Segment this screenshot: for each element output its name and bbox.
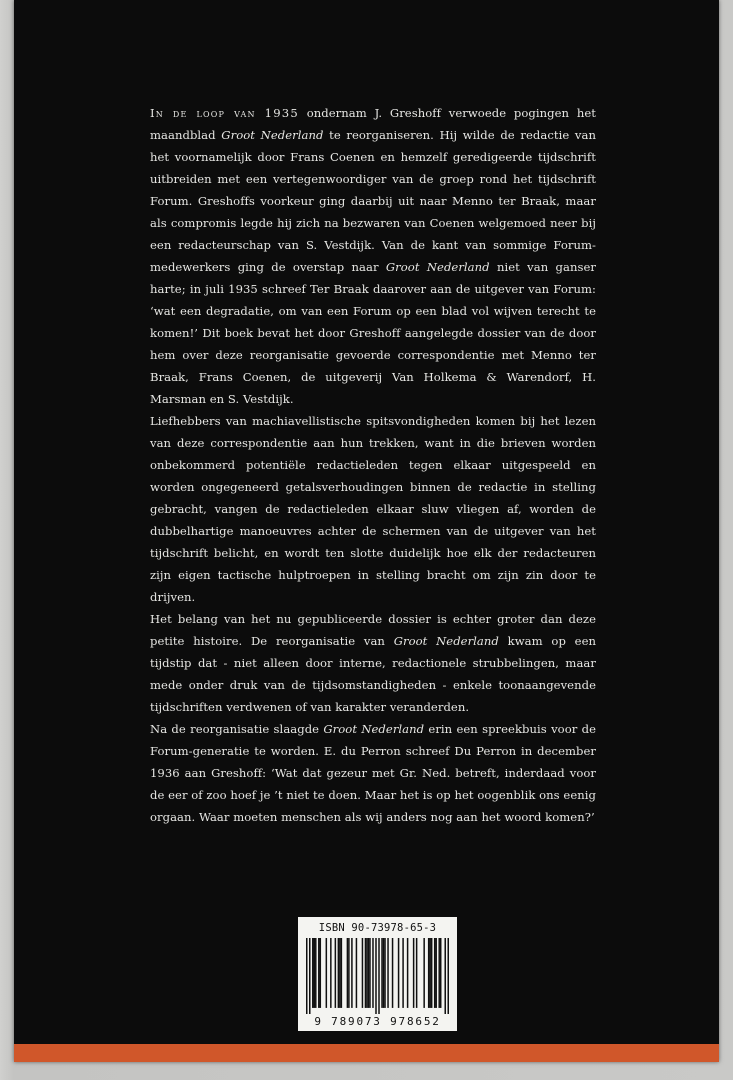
- barcode-bar: [435, 938, 437, 1008]
- barcode-bar: [318, 938, 320, 1008]
- lead-in-text: In de loop van 1935: [150, 106, 299, 120]
- blurb-text: [150, 102, 596, 828]
- isbn-text: ISBN 90-73978-65-3: [318, 922, 437, 934]
- text-run: niet van ganser harte; in juli 1935 schreef Ter Braak daarover aan de uitgever van Forum: ‘wat een degradatie, om van een Forum op een blad vol wijven terecht te komen!’ Dit boek bevat het door Greshoff aangelegde dossier van de door hem over deze reorganisatie gevoerde correspondentie met Menno ter Braak, Frans Coenen, de uitgeverij Van Holkema & Warendorf, H. Marsman en S. Vestdijk.: [150, 260, 596, 406]
- barcode-bar: [384, 938, 386, 1008]
- barcode-bar: [348, 938, 350, 1008]
- barcode-bar: [338, 938, 340, 1008]
- barcode-bar: [407, 938, 409, 1008]
- barcode-bar: [351, 938, 353, 1008]
- barcode-bar: [362, 938, 364, 1008]
- book-back-cover: [14, 0, 719, 1062]
- barcode-bar: [378, 938, 380, 1014]
- barcode-bar: [314, 938, 316, 1008]
- blurb-paragraph: [150, 718, 596, 828]
- barcode-bar: [413, 938, 415, 1008]
- barcode-bar: [398, 938, 400, 1008]
- barcode-bar: [347, 938, 349, 1008]
- text-run: Na de reorganisatie slaagde: [150, 722, 324, 736]
- text-run: kwam op een tijdstip dat - niet alleen door interne, redactionele strubbelingen, maar mede onder druk van de tijdsomstandigheden - enkele toonaangevende tijdschriften verdwenen of van karakter veranderden.: [150, 634, 596, 714]
- barcode-bar: [429, 938, 431, 1008]
- barcode-bar: [309, 938, 311, 1014]
- barcode-bar: [387, 938, 389, 1008]
- blurb-paragraph: [150, 410, 596, 608]
- ean-barcode: [306, 938, 449, 1014]
- barcode-bar: [306, 938, 308, 1014]
- barcode-bar: [356, 938, 358, 1008]
- barcode-bar: [383, 938, 385, 1008]
- barcode-bar: [428, 938, 430, 1008]
- ean-digits: 9 789073 978652: [314, 1015, 441, 1028]
- barcode-bar: [312, 938, 314, 1008]
- barcode-bar: [392, 938, 394, 1008]
- text-run: ondernam J. Greshoff verwoede pogingen het maandblad: [150, 106, 596, 142]
- barcode-bar: [431, 938, 433, 1008]
- barcode-bar: [369, 938, 371, 1008]
- barcode-bar: [366, 938, 368, 1008]
- barcode-bar: [330, 938, 332, 1008]
- barcode-bar: [381, 938, 383, 1008]
- barcode-bar: [315, 938, 317, 1008]
- italic-title: Groot Nederland: [385, 260, 490, 274]
- barcode-bar: [368, 938, 370, 1008]
- text-run: Liefhebbers van machiavellistische spitsvondigheden komen bij het lezen van deze correspondentie aan hun trekken, want in die brieven worden onbekommerd potentiële redactieleden tegen elkaar uitgespeeld en worden ongegeneerd getalsverhoudingen binnen de redactie in stelling gebracht, vangen de redactieleden elkaar sluw vliegen af, worden de dubbelhartige manoeuvres achter de schermen van de uitgever van het tijdschrift belicht, en wordt ten slotte duidelijk hoe elk der redacteuren zijn eigen tactische hulptroepen in stelling bracht om zijn zin door te drijven.: [150, 414, 596, 604]
- barcode-bar: [416, 938, 418, 1008]
- blurb-paragraph: [150, 102, 596, 410]
- italic-title: Groot Nederland: [393, 634, 499, 648]
- barcode-bar: [447, 938, 449, 1014]
- barcode-bar: [440, 938, 442, 1008]
- text-run: Het belang van het nu gepubliceerde dossier is echter groter dan deze petite histoire. De reorganisatie van: [150, 612, 596, 648]
- barcode-label: [298, 917, 457, 1031]
- barcode-bar: [335, 938, 337, 1008]
- barcode-bar: [423, 938, 425, 1008]
- orange-stripe: [14, 1044, 719, 1062]
- text-run: erin een spreekbuis voor de Forum-generatie te worden. E. du Perron schreef Du Perron in december 1936 aan Greshoff: ‘Wat dat gezeur met Gr. Ned. betreft, inderdaad voor de eer of zoo hoef je ’t niet te doen. Maar het is op het oogenblik ons eenig orgaan. Waar moeten menschen als wij anders nog aan het woord komen?’: [150, 722, 596, 824]
- blurb-paragraph: [150, 608, 596, 718]
- barcode-bar: [375, 938, 377, 1014]
- barcode-bar: [326, 938, 328, 1008]
- barcode-bar: [402, 938, 404, 1008]
- barcode-bar: [444, 938, 446, 1014]
- barcode-bar: [434, 938, 436, 1008]
- barcode-bar: [365, 938, 367, 1008]
- barcode-bar: [320, 938, 322, 1008]
- barcode-bar: [372, 938, 374, 1008]
- barcode-bar: [438, 938, 440, 1008]
- barcode-bar: [339, 938, 341, 1008]
- italic-title: Groot Nederland: [221, 128, 324, 142]
- barcode-bar: [341, 938, 343, 1008]
- italic-title: Groot Nederland: [323, 722, 425, 736]
- text-run: te reorganiseren. Hij wilde de redactie van het voornamelijk door Frans Coenen en hemzelf geredigeerde tijdschrift uitbreiden met een vertegenwoordiger van de groep rond het tijdschrift Forum. Greshoffs voorkeur ging daarbij uit naar Menno ter Braak, maar als compromis legde hij zich na bezwaren van Coenen welgemoed neer bij een redacteurschap van S. Vestdijk. Van de kant van sommige Forum-medewerkers ging de overstap naar: [150, 128, 596, 274]
